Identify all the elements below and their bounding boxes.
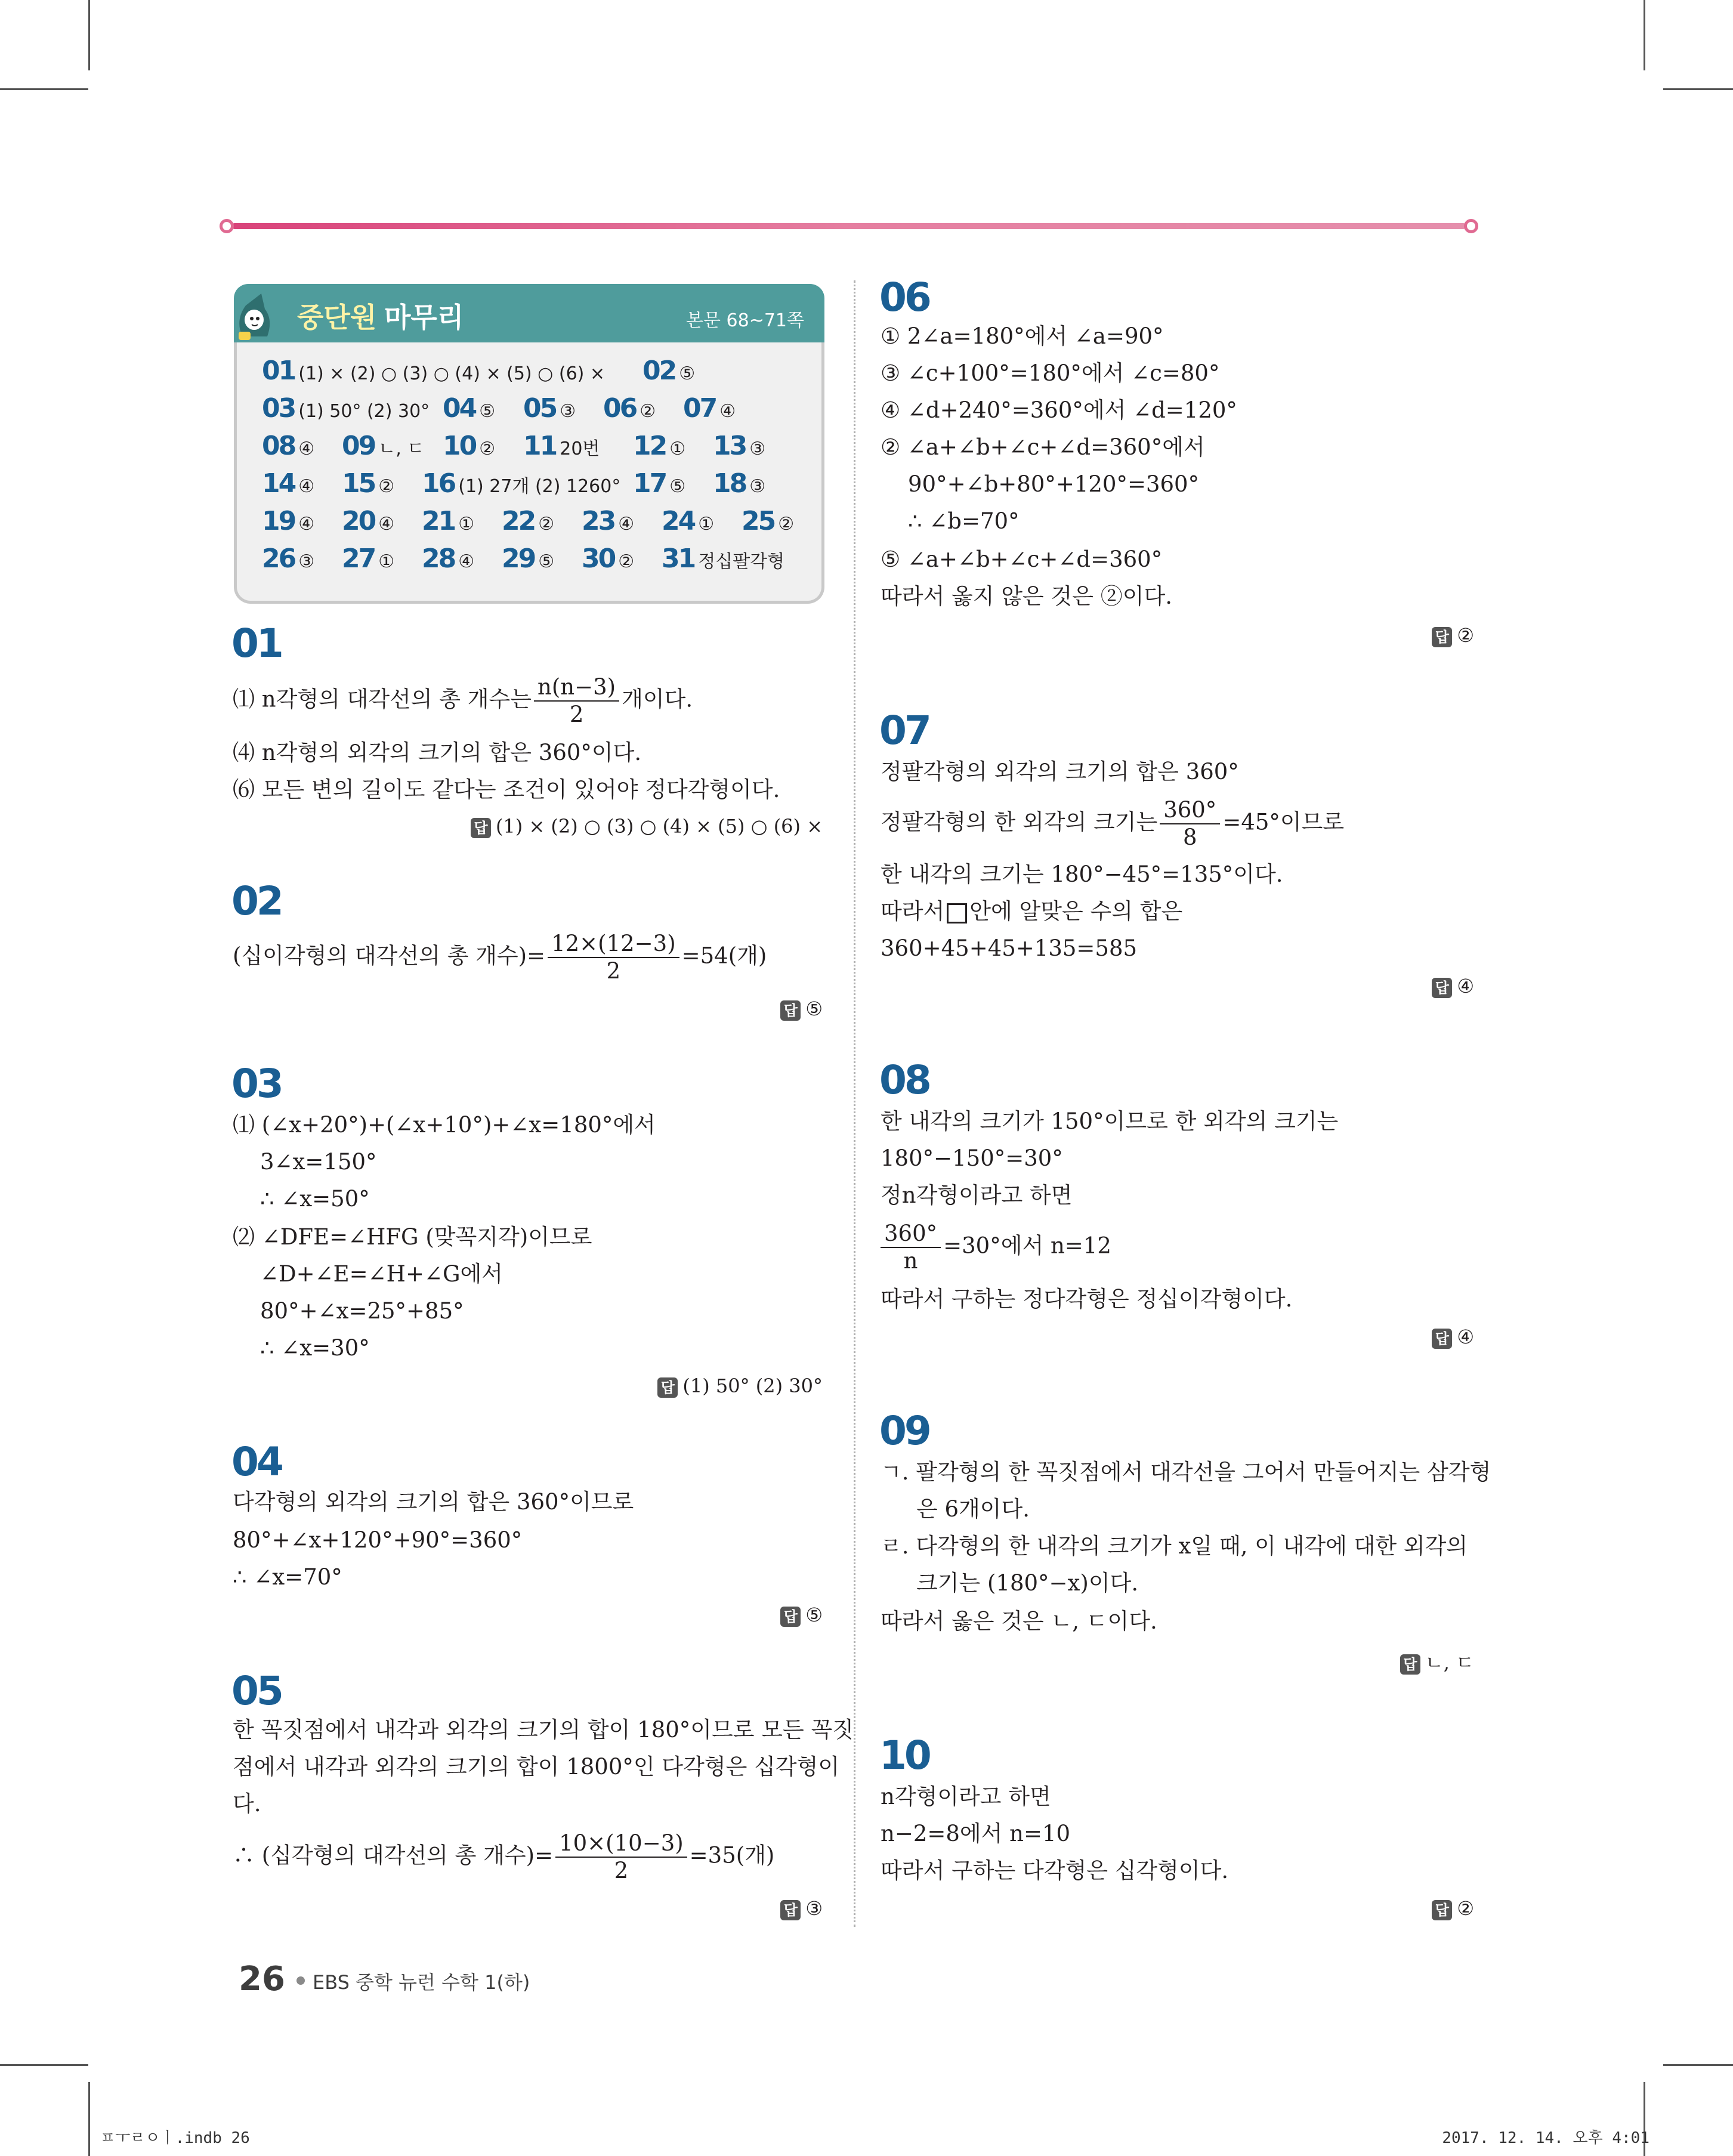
solution-line: 점에서 내각과 외각의 크기의 합이 1800°인 다각형은 십각형이: [233, 1754, 840, 1780]
answer-badge: 답: [657, 1377, 678, 1398]
answer-badge: 답: [1432, 1329, 1452, 1349]
answer-badge: 답: [1400, 1654, 1420, 1675]
answer-item: 13 ③: [713, 431, 766, 461]
answer-item: 15 ②: [342, 468, 395, 499]
solution-line: 따라서 옳은 것은 ㄴ, ㄷ이다.: [881, 1608, 1157, 1634]
answer-item: 22 ②: [502, 506, 555, 536]
solution-line: $\frac{360^\circ}{n}$ =30°에서 n=12: [881, 1221, 1111, 1274]
mascot-icon: [230, 290, 280, 341]
solution-line: ㄱ. 팔각형의 한 꼭짓점에서 대각선을 그어서 만들어지는 삼각형: [881, 1459, 1491, 1485]
solution-line: 정팔각형의 외각의 크기의 합은 360°: [881, 759, 1239, 784]
solution-line: 한 내각의 크기는 180°−45°=135°이다.: [881, 861, 1283, 887]
solution-line: ⑹ 모든 변의 길이도 같다는 조건이 있어야 정다각형이다.: [233, 777, 780, 802]
solution-line: ㄹ. 다각형의 한 내각의 크기가 x일 때, 이 내각에 대한 외각의: [881, 1533, 1468, 1559]
solution-line: 한 꼭짓점에서 내각과 외각의 크기의 합이 180°이므로 모든 꼭짓: [233, 1717, 854, 1743]
solution-line: 정팔각형의 한 외각의 크기는 $\frac{360^\circ}{8}$ =45°이므로: [881, 797, 1345, 850]
answer-item: 27 ①: [342, 543, 395, 574]
crop-mark: [1663, 2064, 1733, 2066]
answer-item: 01 (1) × (2) ○ (3) ○ (4) × (5) ○ (6) ×: [262, 356, 606, 386]
problem-number: 04: [231, 1439, 282, 1485]
answer-item: 12 ①: [633, 431, 686, 461]
answer-item: 11 20번: [523, 431, 600, 461]
solution-line: ∴ ∠x=70°: [233, 1564, 342, 1590]
answer-line: 답 (1) × (2) ○ (3) ○ (4) × (5) ○ (6) ×: [471, 815, 823, 838]
summary-box: [234, 284, 824, 604]
solution-line: 3∠x=150°: [260, 1149, 377, 1175]
blank-box-icon: [947, 903, 967, 923]
answer-line: 답 ③: [780, 1897, 823, 1920]
answer-badge: 답: [780, 1900, 801, 1920]
problem-number: 01: [231, 620, 282, 666]
answer-item: 25 ②: [742, 506, 795, 536]
problem-number: 07: [879, 708, 929, 753]
answer-line: 답 ②: [1432, 624, 1474, 647]
solution-line: n−2=8에서 n=10: [881, 1821, 1071, 1846]
answer-badge: 답: [1432, 978, 1452, 998]
answer-badge: 답: [1432, 627, 1452, 647]
solution-line: 360+45+45+135=585: [881, 935, 1138, 961]
answer-item: 19 ④: [262, 506, 315, 536]
solution-line: 크기는 (180°−x)이다.: [916, 1570, 1139, 1596]
fraction: $\frac{360^\circ}{8}$: [1160, 797, 1220, 851]
answer-item: 09 ㄴ, ㄷ: [342, 431, 425, 461]
answer-item: 30 ②: [582, 543, 635, 574]
solution-line: 80°+∠x+120°+90°=360°: [233, 1527, 523, 1553]
solution-line: ⑤ ∠a+∠b+∠c+∠d=360°: [881, 546, 1163, 572]
answer-item: 31 정십팔각형: [662, 543, 785, 574]
answer-badge: 답: [1432, 1900, 1452, 1920]
answer-item: 06 ②: [603, 393, 656, 424]
summary-title: 마무리: [384, 301, 464, 333]
solution-line: n각형이라고 하면: [881, 1784, 1051, 1809]
answer-line: 답 ②: [1432, 1897, 1474, 1920]
solution-line: ⑵ ∠DFE=∠HFG (맞꼭지각)이므로: [233, 1224, 592, 1250]
answer-item: 18 ③: [713, 468, 766, 499]
answer-badge: 답: [780, 1607, 801, 1627]
solution-line: ⑴ n각형의 대각선의 총 개수는 $\frac{n(n-3)}{2}$ 개이다.: [233, 674, 693, 727]
solution-line: ∠D+∠E=∠H+∠G에서: [260, 1261, 503, 1287]
summary-page-ref: 본문 68~71쪽: [686, 310, 804, 331]
problem-number: 09: [879, 1408, 929, 1454]
answer-item: 17 ⑤: [633, 468, 686, 499]
solution-line: 90°+∠b+80°+120°=360°: [908, 471, 1200, 497]
answer-line: 답 (1) 50° (2) 30°: [657, 1374, 823, 1398]
solution-line: ∴ ∠x=50°: [260, 1186, 370, 1212]
solution-line: 따라서 옳지 않은 것은 ②이다.: [881, 583, 1172, 609]
book-title: EBS 중학 뉴런 수학 1(하): [313, 1971, 530, 1994]
solution-line: ⑴ (∠x+20°)+(∠x+10°)+∠x=180°에서: [233, 1112, 656, 1138]
answer-item: 20 ④: [342, 506, 395, 536]
solution-line: ③ ∠c+100°=180°에서 ∠c=80°: [881, 360, 1220, 386]
crop-mark: [0, 88, 88, 90]
answer-item: 23 ④: [582, 506, 635, 536]
answer-item: 10 ②: [443, 431, 496, 461]
problem-number: 03: [231, 1061, 282, 1107]
solution-line: 따라서 구하는 정다각형은 정십이각형이다.: [881, 1286, 1293, 1312]
answer-line: 답 ⑤: [780, 997, 823, 1021]
fraction: $\frac{12\times(12-3)}{2}$: [548, 931, 679, 984]
solution-line: ④ ∠d+240°=360°에서 ∠d=120°: [881, 397, 1237, 423]
answer-item: 14 ④: [262, 468, 315, 499]
crop-mark: [88, 0, 90, 70]
summary-header: [234, 284, 824, 342]
answer-badge: 답: [780, 1000, 801, 1021]
solution-line: 다각형의 외각의 크기의 합은 360°이므로: [233, 1489, 634, 1515]
answer-item: 05 ③: [523, 393, 576, 424]
answer-item: 28 ④: [422, 543, 475, 574]
crop-mark: [1644, 0, 1645, 70]
problem-number: 06: [879, 274, 929, 320]
solution-line: ② ∠a+∠b+∠c+∠d=360°에서: [881, 434, 1205, 460]
problem-number: 05: [231, 1668, 282, 1714]
bullet-icon: [296, 1976, 305, 1985]
solution-line: ∴ ∠b=70°: [908, 508, 1020, 534]
header-decor-bar: [220, 219, 1478, 233]
answer-item: 24 ①: [662, 506, 715, 536]
crop-mark: [88, 2082, 90, 2156]
solution-line: ∴ (십각형의 대각선의 총 개수)= $\frac{10\times(10-3)}{2}$ =35(개): [233, 1830, 775, 1883]
answer-item: 21 ①: [422, 506, 475, 536]
solution-line: 은 6개이다.: [916, 1496, 1030, 1522]
solution-line: (십이각형의 대각선의 총 개수)= $\frac{12\times(12-3)}{2}$ =54(개): [233, 931, 767, 984]
solution-line: 다.: [233, 1791, 261, 1817]
crop-mark: [0, 2064, 88, 2066]
solution-line: 80°+∠x=25°+85°: [260, 1298, 464, 1324]
solution-line: 한 내각의 크기가 150°이므로 한 외각의 크기는: [881, 1108, 1339, 1134]
fraction: $\frac{n(n-3)}{2}$: [534, 674, 619, 728]
answer-item: 02 ⑤: [642, 356, 696, 386]
crop-mark: [1663, 88, 1733, 90]
answer-item: 16 (1) 27개 (2) 1260°: [422, 468, 621, 499]
solution-line: 180°−150°=30°: [881, 1145, 1063, 1171]
problem-number: 02: [231, 878, 282, 924]
solution-line: 따라서 구하는 다각형은 십각형이다.: [881, 1858, 1229, 1883]
problem-number: 10: [879, 1732, 929, 1778]
column-divider: [854, 280, 855, 1927]
fraction: $\frac{360^\circ}{n}$: [881, 1221, 941, 1274]
answer-item: 26 ③: [262, 543, 315, 574]
summary-title-highlight: 중단원: [297, 301, 377, 333]
answer-line: 답 ④: [1432, 975, 1474, 998]
answer-line: 답 ㄴ, ㄷ: [1400, 1648, 1474, 1675]
answer-line: 답 ⑤: [780, 1604, 823, 1627]
answer-line: 답 ④: [1432, 1326, 1474, 1349]
solution-line: 정n각형이라고 하면: [881, 1182, 1073, 1208]
answer-item: 29 ⑤: [502, 543, 555, 574]
solution-line: 따라서 안에 알맞은 수의 합은: [881, 898, 1183, 924]
solution-line: ① 2∠a=180°에서 ∠a=90°: [881, 323, 1164, 349]
solution-line: ∴ ∠x=30°: [260, 1335, 370, 1361]
print-slug-date: 2017. 12. 14. 오후 4:01: [1442, 2129, 1649, 2147]
answer-item: 08 ④: [262, 431, 315, 461]
summary-answers: [234, 342, 824, 604]
solution-line: ⑷ n각형의 외각의 크기의 합은 360°이다.: [233, 740, 642, 765]
problem-number: 08: [879, 1057, 929, 1103]
page-number: 26: [239, 1960, 285, 1999]
answer-badge: 답: [471, 818, 491, 838]
fraction: $\frac{10\times(10-3)}{2}$: [555, 1830, 687, 1884]
answer-item: 04 ⑤: [443, 393, 496, 424]
answer-item: 07 ④: [683, 393, 736, 424]
answer-item: 03 (1) 50° (2) 30°: [262, 393, 430, 424]
print-slug-file: ㅍㅜㄹㅇㅣ.indb 26: [100, 2129, 250, 2147]
